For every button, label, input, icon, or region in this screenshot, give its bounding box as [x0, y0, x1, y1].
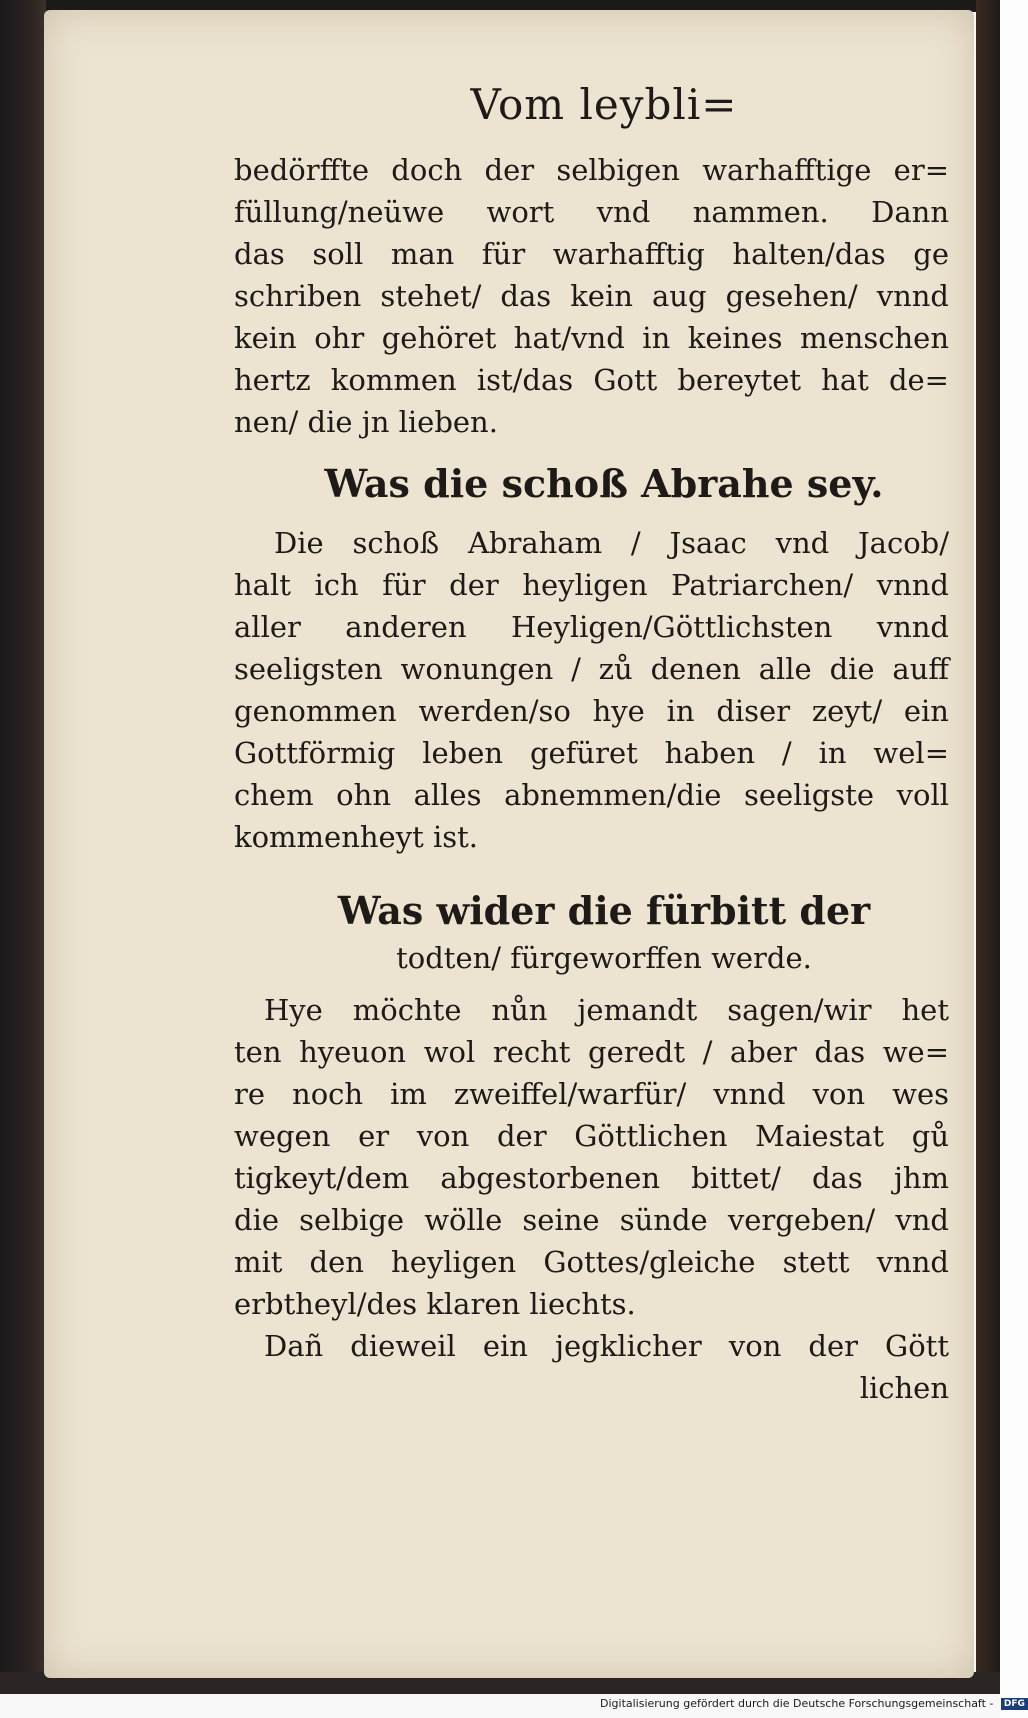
- text-line: Die schoß Abraham / Jsaac vnd Jacob/: [274, 526, 949, 560]
- footer-text: Digitalisierung gefördert durch die Deutsche Forschungsgemeinschaft -: [600, 1697, 994, 1710]
- text-line: halt ich für der heyligen Patriarchen/ vnnd: [234, 568, 949, 602]
- text-line: die selbige wölle seine sünde vergeben/ vnd: [234, 1203, 949, 1237]
- text-line: kein ohr gehöret hat/vnd in keines menschen: [234, 321, 949, 355]
- section-heading-2-sub: todten/ fürgeworffen werde.: [396, 941, 812, 975]
- text-line: erbtheyl/des klaren liechts.: [234, 1287, 636, 1321]
- paragraph-2: [234, 989, 974, 1325]
- text-line: kommenheyt ist.: [234, 820, 478, 854]
- paragraph-1: [234, 522, 974, 858]
- text-line: bedörffte doch der selbigen warhafftige er=: [234, 153, 949, 187]
- text-line: das soll man für warhafftig halten/das ge: [234, 237, 949, 271]
- text-line: ten hyeuon wol recht geredt / aber das we=: [234, 1035, 949, 1069]
- text-line: Hye möchte nůn jemandt sagen/wir het: [264, 993, 949, 1027]
- text-line: wegen er von der Göttlichen Maiestat gů: [234, 1119, 949, 1153]
- book-cover-left: [0, 0, 46, 1690]
- section-heading-2: Was wider die fürbitt der: [337, 888, 871, 933]
- text-line: Dañ dieweil ein jegklicher von der Gött: [264, 1329, 949, 1363]
- text-block: [234, 80, 974, 1409]
- text-line: mit den heyligen Gottes/gleiche stett vnnd: [234, 1245, 949, 1279]
- paragraph-3: [234, 1325, 974, 1367]
- text-line: re noch im zweiffel/warfür/ vnnd von wes: [234, 1077, 949, 1111]
- text-line: genommen werden/so hye in diser zeyt/ ein: [234, 694, 949, 728]
- digitization-footer: [600, 1697, 1025, 1715]
- section-heading-1: Was die schoß Abrahe sey.: [324, 461, 884, 506]
- text-line: Gottförmig leben gefüret haben / in wel=: [234, 736, 949, 770]
- text-line: aller anderen Heyligen/Göttlichsten vnnd: [234, 610, 949, 644]
- text-line: nen/ die jn lieben.: [234, 405, 498, 439]
- text-line: füllung/neüwe wort vnd nammen. Dann: [234, 195, 949, 229]
- paragraph-intro: [234, 149, 974, 443]
- book-cover-right: [976, 0, 1000, 1690]
- text-line: hertz kommen ist/das Gott bereytet hat de=: [234, 363, 949, 397]
- dfg-logo: DFG: [1001, 1698, 1028, 1710]
- text-line: schriben stehet/ das kein aug gesehen/ vnnd: [234, 279, 949, 313]
- text-line: tigkeyt/dem abgestorbenen bittet/ das jhm: [234, 1161, 949, 1195]
- running-header: Vom leybli=: [470, 80, 738, 129]
- text-line: chem ohn alles abnemmen/die seeligste voll: [234, 778, 949, 812]
- book-page: [44, 10, 974, 1678]
- catchword: lichen: [859, 1371, 949, 1405]
- text-line: seeligsten wonungen / zů denen alle die auff: [234, 652, 949, 686]
